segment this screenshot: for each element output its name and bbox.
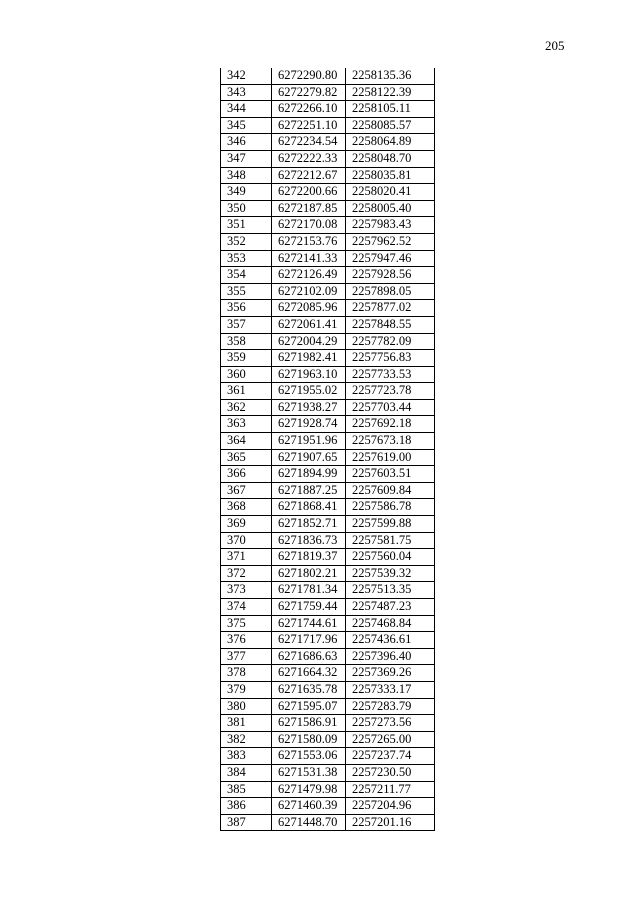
y-coordinate-cell: 2257692.18: [346, 416, 435, 433]
table-row: [221, 217, 435, 234]
y-coordinate-cell: 2257848.55: [346, 316, 435, 333]
table-row: [221, 814, 435, 831]
y-coordinate-cell: 2257673.18: [346, 433, 435, 450]
y-coordinate-cell: 2258020.41: [346, 184, 435, 201]
x-coordinate-cell: 6271664.32: [272, 665, 346, 682]
table-row: [221, 499, 435, 516]
y-coordinate-cell: 2257265.00: [346, 731, 435, 748]
x-coordinate-cell: 6271586.91: [272, 715, 346, 732]
x-coordinate-cell: 6271928.74: [272, 416, 346, 433]
x-coordinate-cell: 6271963.10: [272, 366, 346, 383]
point-number-cell: 387: [221, 814, 272, 831]
y-coordinate-cell: 2257211.77: [346, 781, 435, 798]
point-number-cell: 349: [221, 184, 272, 201]
point-number-cell: 345: [221, 117, 272, 134]
table-row: [221, 731, 435, 748]
point-number-cell: 348: [221, 167, 272, 184]
y-coordinate-cell: 2257468.84: [346, 615, 435, 632]
x-coordinate-cell: 6272141.33: [272, 250, 346, 267]
point-number-cell: 363: [221, 416, 272, 433]
point-number-cell: 379: [221, 681, 272, 698]
point-number-cell: 364: [221, 433, 272, 450]
y-coordinate-cell: 2257947.46: [346, 250, 435, 267]
table-row: [221, 681, 435, 698]
table-row: [221, 416, 435, 433]
point-number-cell: 346: [221, 134, 272, 151]
y-coordinate-cell: 2257928.56: [346, 267, 435, 284]
x-coordinate-cell: 6271951.96: [272, 433, 346, 450]
table-row: [221, 781, 435, 798]
x-coordinate-cell: 6271460.39: [272, 798, 346, 815]
point-number-cell: 371: [221, 549, 272, 566]
table-row: [221, 68, 435, 84]
x-coordinate-cell: 6271955.02: [272, 383, 346, 400]
point-number-cell: 353: [221, 250, 272, 267]
y-coordinate-cell: 2257898.05: [346, 283, 435, 300]
x-coordinate-cell: 6271595.07: [272, 698, 346, 715]
point-number-cell: 356: [221, 300, 272, 317]
y-coordinate-cell: 2257983.43: [346, 217, 435, 234]
x-coordinate-cell: 6271553.06: [272, 748, 346, 765]
point-number-cell: 384: [221, 764, 272, 781]
table-row: [221, 350, 435, 367]
x-coordinate-cell: 6272212.67: [272, 167, 346, 184]
table-row: [221, 798, 435, 815]
y-coordinate-cell: 2257782.09: [346, 333, 435, 350]
x-coordinate-cell: 6271686.63: [272, 648, 346, 665]
y-coordinate-cell: 2257273.56: [346, 715, 435, 732]
y-coordinate-cell: 2258005.40: [346, 200, 435, 217]
point-number-cell: 378: [221, 665, 272, 682]
table-row: [221, 84, 435, 101]
y-coordinate-cell: 2257283.79: [346, 698, 435, 715]
x-coordinate-cell: 6272279.82: [272, 84, 346, 101]
table-row: [221, 466, 435, 483]
table-row: [221, 648, 435, 665]
x-coordinate-cell: 6271852.71: [272, 516, 346, 533]
table-row: [221, 283, 435, 300]
point-number-cell: 372: [221, 565, 272, 582]
y-coordinate-cell: 2257230.50: [346, 764, 435, 781]
y-coordinate-cell: 2258122.39: [346, 84, 435, 101]
coordinates-table-body: [221, 68, 435, 831]
point-number-cell: 343: [221, 84, 272, 101]
y-coordinate-cell: 2257369.26: [346, 665, 435, 682]
y-coordinate-cell: 2258105.11: [346, 101, 435, 118]
point-number-cell: 350: [221, 200, 272, 217]
point-number-cell: 376: [221, 632, 272, 649]
y-coordinate-cell: 2257539.32: [346, 565, 435, 582]
x-coordinate-cell: 6272234.54: [272, 134, 346, 151]
point-number-cell: 362: [221, 399, 272, 416]
x-coordinate-cell: 6271907.65: [272, 449, 346, 466]
x-coordinate-cell: 6272290.80: [272, 68, 346, 84]
table-row: [221, 200, 435, 217]
table-row: [221, 134, 435, 151]
table-row: [221, 715, 435, 732]
y-coordinate-cell: 2258035.81: [346, 167, 435, 184]
y-coordinate-cell: 2257333.17: [346, 681, 435, 698]
x-coordinate-cell: 6272153.76: [272, 233, 346, 250]
x-coordinate-cell: 6272126.49: [272, 267, 346, 284]
y-coordinate-cell: 2257586.78: [346, 499, 435, 516]
y-coordinate-cell: 2258064.89: [346, 134, 435, 151]
y-coordinate-cell: 2257619.00: [346, 449, 435, 466]
y-coordinate-cell: 2258085.57: [346, 117, 435, 134]
point-number-cell: 369: [221, 516, 272, 533]
table-row: [221, 433, 435, 450]
point-number-cell: 383: [221, 748, 272, 765]
x-coordinate-cell: 6272200.66: [272, 184, 346, 201]
x-coordinate-cell: 6272085.96: [272, 300, 346, 317]
table-row: [221, 516, 435, 533]
table-row: [221, 366, 435, 383]
y-coordinate-cell: 2257581.75: [346, 532, 435, 549]
point-number-cell: 347: [221, 150, 272, 167]
point-number-cell: 342: [221, 68, 272, 84]
y-coordinate-cell: 2257237.74: [346, 748, 435, 765]
point-number-cell: 355: [221, 283, 272, 300]
x-coordinate-cell: 6271938.27: [272, 399, 346, 416]
x-coordinate-cell: 6271887.25: [272, 482, 346, 499]
table-row: [221, 316, 435, 333]
x-coordinate-cell: 6271448.70: [272, 814, 346, 831]
point-number-cell: 366: [221, 466, 272, 483]
table-row: [221, 482, 435, 499]
point-number-cell: 370: [221, 532, 272, 549]
x-coordinate-cell: 6271894.99: [272, 466, 346, 483]
x-coordinate-cell: 6271802.21: [272, 565, 346, 582]
point-number-cell: 354: [221, 267, 272, 284]
table-row: [221, 599, 435, 616]
y-coordinate-cell: 2258048.70: [346, 150, 435, 167]
x-coordinate-cell: 6271531.38: [272, 764, 346, 781]
table-row: [221, 615, 435, 632]
point-number-cell: 361: [221, 383, 272, 400]
y-coordinate-cell: 2257603.51: [346, 466, 435, 483]
point-number-cell: 358: [221, 333, 272, 350]
table-row: [221, 748, 435, 765]
y-coordinate-cell: 2257396.40: [346, 648, 435, 665]
point-number-cell: 374: [221, 599, 272, 616]
x-coordinate-cell: 6272004.29: [272, 333, 346, 350]
x-coordinate-cell: 6272061.41: [272, 316, 346, 333]
point-number-cell: 360: [221, 366, 272, 383]
y-coordinate-cell: 2257513.35: [346, 582, 435, 599]
table-row: [221, 449, 435, 466]
x-coordinate-cell: 6272170.08: [272, 217, 346, 234]
y-coordinate-cell: 2257962.52: [346, 233, 435, 250]
table-row: [221, 549, 435, 566]
point-number-cell: 351: [221, 217, 272, 234]
table-row: [221, 698, 435, 715]
point-number-cell: 359: [221, 350, 272, 367]
y-coordinate-cell: 2257609.84: [346, 482, 435, 499]
y-coordinate-cell: 2257599.88: [346, 516, 435, 533]
y-coordinate-cell: 2257877.02: [346, 300, 435, 317]
y-coordinate-cell: 2257436.61: [346, 632, 435, 649]
x-coordinate-cell: 6271836.73: [272, 532, 346, 549]
coordinates-table: [220, 68, 435, 831]
point-number-cell: 381: [221, 715, 272, 732]
page-number: 205: [545, 38, 565, 53]
point-number-cell: 385: [221, 781, 272, 798]
y-coordinate-cell: 2257560.04: [346, 549, 435, 566]
table-row: [221, 233, 435, 250]
table-row: [221, 167, 435, 184]
point-number-cell: 382: [221, 731, 272, 748]
x-coordinate-cell: 6272266.10: [272, 101, 346, 118]
x-coordinate-cell: 6272222.33: [272, 150, 346, 167]
x-coordinate-cell: 6271781.34: [272, 582, 346, 599]
point-number-cell: 373: [221, 582, 272, 599]
table-row: [221, 399, 435, 416]
x-coordinate-cell: 6271479.98: [272, 781, 346, 798]
table-row: [221, 532, 435, 549]
x-coordinate-cell: 6271580.09: [272, 731, 346, 748]
table-row: [221, 632, 435, 649]
x-coordinate-cell: 6272187.85: [272, 200, 346, 217]
point-number-cell: 365: [221, 449, 272, 466]
point-number-cell: 386: [221, 798, 272, 815]
table-row: [221, 250, 435, 267]
table-row: [221, 117, 435, 134]
point-number-cell: 352: [221, 233, 272, 250]
point-number-cell: 375: [221, 615, 272, 632]
x-coordinate-cell: 6271717.96: [272, 632, 346, 649]
point-number-cell: 380: [221, 698, 272, 715]
x-coordinate-cell: 6271868.41: [272, 499, 346, 516]
point-number-cell: 357: [221, 316, 272, 333]
x-coordinate-cell: 6271982.41: [272, 350, 346, 367]
y-coordinate-cell: 2257204.96: [346, 798, 435, 815]
x-coordinate-cell: 6272251.10: [272, 117, 346, 134]
y-coordinate-cell: 2257703.44: [346, 399, 435, 416]
table-row: [221, 383, 435, 400]
x-coordinate-cell: 6271635.78: [272, 681, 346, 698]
x-coordinate-cell: 6272102.09: [272, 283, 346, 300]
y-coordinate-cell: 2257487.23: [346, 599, 435, 616]
y-coordinate-cell: 2257733.53: [346, 366, 435, 383]
table-row: [221, 267, 435, 284]
table-row: [221, 565, 435, 582]
point-number-cell: 377: [221, 648, 272, 665]
y-coordinate-cell: 2257201.16: [346, 814, 435, 831]
point-number-cell: 367: [221, 482, 272, 499]
table-row: [221, 101, 435, 118]
x-coordinate-cell: 6271819.37: [272, 549, 346, 566]
point-number-cell: 344: [221, 101, 272, 118]
table-row: [221, 333, 435, 350]
table-row: [221, 665, 435, 682]
y-coordinate-cell: 2258135.36: [346, 68, 435, 84]
table-row: [221, 184, 435, 201]
y-coordinate-cell: 2257756.83: [346, 350, 435, 367]
table-row: [221, 300, 435, 317]
table-row: [221, 764, 435, 781]
point-number-cell: 368: [221, 499, 272, 516]
x-coordinate-cell: 6271744.61: [272, 615, 346, 632]
table-row: [221, 582, 435, 599]
y-coordinate-cell: 2257723.78: [346, 383, 435, 400]
table-row: [221, 150, 435, 167]
x-coordinate-cell: 6271759.44: [272, 599, 346, 616]
